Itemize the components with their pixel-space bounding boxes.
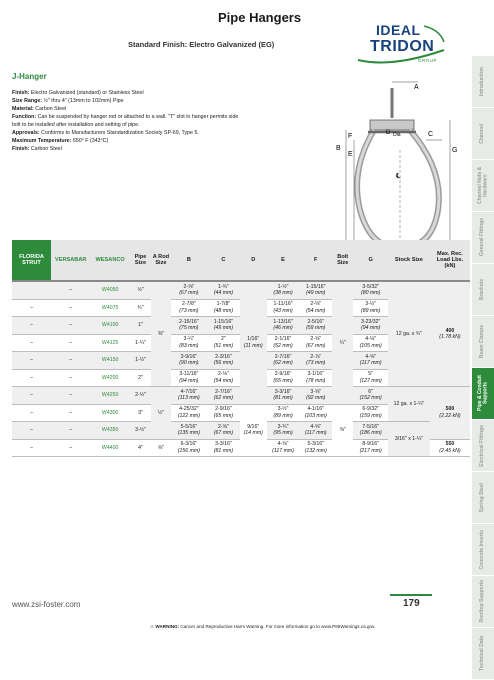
cell-g: 6"	[368, 388, 374, 395]
cell-wesanco: W4200	[101, 374, 119, 381]
col-pipe-size: Pipe Size	[130, 240, 151, 281]
cell-florida: –	[30, 304, 33, 311]
label-c: C	[428, 131, 434, 138]
cell-c-mm: (51 mm)	[213, 342, 234, 349]
side-tab-brackets[interactable]	[472, 264, 494, 316]
cell-e-mm: (62 mm)	[273, 360, 293, 367]
warning-icon: ⚠	[150, 624, 155, 629]
cell-c-mm: (81 mm)	[213, 447, 234, 454]
side-tab-channel-nuts-hardware[interactable]	[472, 160, 494, 212]
cell-pipe-size: ½"	[137, 287, 144, 293]
cell-wesanco: W4100	[101, 322, 119, 328]
cell-pipe-size: 4"	[138, 444, 143, 451]
side-tab-label: Concrete Inserts	[479, 529, 486, 570]
cell-c: 2-3/16"	[215, 353, 232, 360]
side-tab-label: Spring Steel	[479, 482, 486, 513]
spec-size-range: Size Range: ½" thru 4" (13mm to 102mm) Pipe	[12, 98, 124, 104]
cell-pipe-size: 2"	[138, 374, 143, 381]
table-row	[12, 281, 470, 299]
label-a: A	[414, 84, 419, 91]
cell-florida: –	[30, 374, 33, 381]
cell-b-mm: (75 mm)	[179, 325, 199, 332]
side-tab-general-fittings[interactable]	[472, 212, 494, 264]
cell-c: 2-⅝"	[218, 423, 229, 430]
cell-stock-size: 3/16" x 1-¼"	[394, 435, 424, 442]
cell-f-mm: (49 mm)	[306, 290, 326, 297]
cell-b-mm: (122 mm)	[177, 412, 200, 419]
col-e: E	[267, 240, 300, 281]
warning-label: WARNING:	[155, 624, 180, 629]
side-tab-electrical-fittings[interactable]	[472, 420, 494, 472]
label-d: D	[386, 130, 391, 136]
cell-f: 2-⅛"	[310, 301, 322, 308]
cell-g-mm: (127 mm)	[359, 377, 382, 384]
cell-florida: –	[30, 322, 33, 328]
hanger-top-bracket	[370, 120, 414, 130]
cell-f: 4-1/16"	[307, 406, 324, 413]
cell-versabar: –	[69, 357, 73, 363]
cell-b-mm: (73 mm)	[179, 307, 199, 314]
cell-b: 4-7/16"	[180, 388, 198, 395]
page-number: 179	[403, 598, 420, 609]
cell-e-mm: (81 mm)	[273, 395, 293, 402]
cell-g: 3-½"	[365, 301, 377, 308]
side-tab-label: Beam Clamps	[479, 324, 486, 359]
cell-g-mm: (117 mm)	[359, 360, 382, 367]
side-tab-introduction[interactable]	[472, 56, 494, 108]
col-max-load: Max. Rec. Load Lbs. (kN)	[430, 240, 470, 281]
cell-b: 3-¼"	[183, 336, 195, 343]
cell-b: 2-7/8"	[182, 301, 196, 308]
cell-b-mm: (67 mm)	[179, 290, 199, 297]
cell-rod-size: ⅝"	[157, 444, 165, 451]
cell-e: 2-1/16"	[274, 336, 292, 343]
cell-versabar: –	[69, 339, 73, 346]
col-bolt-size: Bolt Size	[332, 240, 353, 281]
cell-e: 1-11/16"	[273, 301, 293, 308]
cell-b-mm: (113 mm)	[177, 395, 200, 402]
side-tab-label: Channel Nuts & Hardware	[476, 166, 488, 205]
cell-d-mm: (14 mm)	[243, 430, 263, 437]
cell-rod-size: ⅜"	[157, 330, 165, 337]
cell-c-mm: (49 mm)	[213, 325, 234, 332]
cell-g-mm: (80 mm)	[361, 290, 381, 297]
col-f: F	[299, 240, 332, 281]
cell-max-load-kn: (2.22 kN)	[439, 412, 461, 419]
label-g: G	[452, 147, 458, 154]
col-wesanco: WESANCO	[90, 240, 129, 281]
cell-c: 1-¾"	[218, 283, 229, 290]
col-rod-size: A Rod Size	[151, 240, 170, 281]
cell-pipe-size: 1-½"	[135, 357, 146, 363]
cell-versabar: –	[69, 287, 73, 293]
cell-f: 2-⅝"	[310, 336, 322, 343]
cell-e: 3-¾"	[277, 423, 289, 430]
cell-b-mm: (90 mm)	[179, 360, 199, 367]
cell-g-mm: (159 mm)	[359, 412, 382, 419]
table-body	[12, 281, 470, 457]
side-tab-technical-data[interactable]	[472, 628, 494, 680]
spec-finish: Finish: Electro Galvanized (standard) or Stainless Steel	[12, 90, 144, 96]
spec-material: Material: Carbon Steel	[12, 106, 67, 112]
cell-g: 3-5/32"	[362, 283, 379, 290]
cell-versabar: –	[69, 427, 73, 433]
cell-f-mm: (132 mm)	[304, 447, 327, 454]
cell-e-mm: (43 mm)	[273, 307, 293, 314]
cell-wesanco: W4150	[101, 357, 119, 363]
cell-e-mm: (52 mm)	[273, 342, 293, 349]
finish-subtitle: Standard Finish: Electro Galvanized (EG)	[128, 40, 275, 49]
page-number-bar	[390, 594, 432, 596]
cell-g-mm: (89 mm)	[361, 307, 381, 314]
cell-max-load-kn: (1.78 kN)	[439, 334, 461, 340]
cell-e: 3-3/16"	[274, 388, 292, 395]
cell-f-mm: (103 mm)	[304, 412, 327, 419]
cell-b: 2-15/16"	[179, 318, 199, 325]
cell-b: 4-25/32"	[179, 406, 199, 413]
warning-text: Cancer and Reproductive Harm Warning. For more information go to www.P65Warnings.ca.gov.	[180, 624, 376, 629]
side-tab-label: Pipe & Conduit Supports	[476, 375, 488, 412]
cell-pipe-size: ¾"	[137, 304, 144, 311]
cell-e: 1-13/16"	[273, 318, 293, 325]
cell-g: 7-5/16"	[362, 423, 379, 430]
cell-versabar: –	[69, 304, 73, 311]
cell-b: 3-9/16"	[180, 353, 198, 360]
col-d: D	[240, 240, 267, 281]
spec-approvals: Approvals: Conforms to Manufacturers Standardization Society SP-69, Type 5.	[12, 130, 199, 136]
logo-text-tridon: TRIDON	[370, 38, 435, 55]
col-g: G	[353, 240, 388, 281]
cell-f: 4-⅝"	[310, 423, 322, 430]
cell-e: 1-½"	[277, 283, 289, 290]
j-hanger-drawing	[310, 80, 465, 255]
spec-finish-2: Finish: Carbon Steel	[12, 146, 62, 152]
cell-pipe-size: 2-½"	[135, 392, 146, 398]
page-title: Pipe Hangers	[218, 10, 302, 25]
side-tab-label: General Fittings	[479, 218, 486, 257]
cell-rod-size: ½"	[157, 409, 165, 416]
cell-florida: –	[30, 392, 33, 398]
col-stock-size: Stock Size	[388, 240, 430, 281]
cell-g: 4-⅝"	[365, 353, 377, 360]
cell-d-mm: (11 mm)	[243, 342, 263, 349]
side-tab-label: Channel	[479, 123, 486, 144]
side-tab-rooftop-supports[interactable]	[472, 576, 494, 628]
cell-versabar: –	[69, 392, 73, 398]
spec-max-temp: Maximum Temperature: 650° F (343°C)	[12, 138, 109, 144]
cell-versabar: –	[69, 322, 73, 328]
cell-b: 5-5/16"	[180, 423, 198, 430]
cell-f: 3-⅝"	[310, 388, 322, 395]
label-b: B	[336, 145, 341, 152]
cell-pipe-size: 1"	[138, 322, 143, 328]
cell-stock-size: 12 ga. x ¾"	[395, 330, 422, 337]
spec-function: Function: Can be suspended by hanger rod or attached to a wall. "T" slot in hanger permits side bolt to be installed after installation and setting of pipe.	[12, 114, 239, 128]
cell-max-load: 500	[445, 406, 455, 413]
cell-d: 9/16"	[247, 423, 260, 430]
cell-bolt-size: ⅜"	[339, 427, 346, 433]
table-header-row	[12, 240, 470, 281]
cell-versabar: –	[69, 444, 73, 451]
cell-f-mm: (54 mm)	[306, 307, 326, 314]
cell-e: 2-9/16"	[274, 371, 292, 378]
cell-wesanco: W4300	[101, 409, 119, 416]
cell-e-mm: (89 mm)	[273, 412, 293, 419]
side-tab-concrete-inserts[interactable]	[472, 524, 494, 576]
cell-b: 2-⅝"	[183, 283, 195, 290]
cell-f: 2-⅞"	[310, 353, 322, 360]
side-tab-label: Technical Data	[479, 636, 486, 671]
logo-text-group: GROUP	[418, 58, 438, 63]
cell-g-mm: (94 mm)	[361, 325, 381, 332]
website-link[interactable]: www.zsi-foster.com	[12, 600, 81, 609]
cell-florida: –	[30, 409, 33, 416]
side-tab-pipe-conduit-supports[interactable]	[472, 368, 494, 420]
side-tab-channel[interactable]	[472, 108, 494, 160]
cell-c: 1-7/8"	[216, 301, 231, 308]
cell-b-mm: (94 mm)	[179, 377, 199, 384]
cell-d: 1/16"	[247, 336, 260, 343]
cell-b-mm: (83 mm)	[179, 342, 199, 349]
cell-florida: –	[30, 357, 33, 363]
cell-b-mm: (156 mm)	[177, 447, 200, 454]
col-b: B	[171, 240, 207, 281]
label-dia: Dia	[393, 132, 401, 138]
cell-max-load: 550	[445, 441, 455, 448]
cell-c: 3-3/16"	[215, 441, 232, 448]
cell-pipe-size: 3"	[138, 409, 143, 416]
cell-florida: –	[30, 427, 33, 433]
col-versabar: VERSABAR	[51, 240, 91, 281]
cell-pipe-size: 3-½"	[135, 427, 146, 433]
cell-g: 4-⅛"	[365, 336, 377, 343]
cell-c-mm: (62 mm)	[213, 395, 234, 402]
label-centerline: ℄	[396, 173, 401, 180]
cell-f: 2-5/16"	[307, 318, 324, 325]
cell-f-mm: (59 mm)	[306, 325, 326, 332]
cell-g-mm: (217 mm)	[359, 447, 382, 454]
cell-c: 2-7/16"	[215, 388, 232, 395]
cell-versabar: –	[69, 374, 73, 381]
cell-wesanco: W4350	[101, 427, 119, 433]
side-tab-beam-clamps[interactable]	[472, 316, 494, 368]
cell-g-mm: (105 mm)	[359, 342, 382, 349]
cell-e-mm: (65 mm)	[273, 377, 293, 384]
cell-c-mm: (44 mm)	[213, 290, 234, 297]
cell-c-mm: (48 mm)	[213, 307, 234, 314]
side-tab-spring-steel[interactable]	[472, 472, 494, 524]
cell-bolt-size: ¼"	[339, 339, 346, 346]
cell-c: 2-9/16"	[215, 406, 232, 413]
cell-f: 3-1/16"	[307, 371, 324, 378]
cell-max-load: 400	[445, 327, 455, 334]
cell-b: 6-3/16"	[180, 441, 198, 448]
cell-g: 5"	[368, 371, 374, 378]
cell-f-mm: (67 mm)	[306, 342, 326, 349]
cell-e-mm: (46 mm)	[273, 325, 293, 332]
logo-text-ideal: IDEAL	[376, 22, 421, 38]
company-logo	[352, 20, 450, 70]
cell-c-mm: (67 mm)	[213, 430, 234, 437]
cell-pipe-size: 1-¼"	[135, 339, 146, 346]
cell-g: 8-9/16"	[362, 441, 379, 448]
col-florida-strut: FLORIDA STRUT	[12, 240, 51, 281]
cell-e: 2-7/16"	[274, 353, 292, 360]
cell-stock-size: 12 ga. x 1-¼"	[393, 400, 425, 407]
cell-c-mm: (65 mm)	[213, 412, 234, 419]
cell-f-mm: (117 mm)	[304, 430, 327, 437]
cell-f-mm: (78 mm)	[306, 377, 326, 384]
cell-b-mm: (135 mm)	[177, 430, 200, 437]
cell-wesanco: W4400	[101, 444, 119, 451]
cell-g: 6-9/32"	[362, 406, 379, 413]
cell-florida: –	[30, 339, 33, 346]
cell-f: 5-3/16"	[307, 441, 324, 448]
cell-e-mm: (117 mm)	[272, 447, 294, 454]
side-tab-label: Rooftop Supports	[479, 580, 486, 623]
hanger-loop-highlight	[357, 130, 439, 248]
cell-c: 1-15/16"	[213, 318, 234, 325]
cell-versabar: –	[69, 409, 73, 416]
cell-g: 3-23/32"	[360, 318, 381, 325]
cell-c: 2"	[221, 336, 226, 343]
product-specs	[12, 89, 242, 153]
cell-f-mm: (92 mm)	[306, 395, 326, 402]
spec-table	[12, 240, 470, 457]
label-e: E	[348, 151, 353, 158]
side-tab-label: Brackets	[479, 278, 486, 301]
cell-wesanco: W4250	[101, 392, 119, 398]
label-f: F	[348, 133, 353, 140]
col-c: C	[207, 240, 240, 281]
cell-c: 2-⅛"	[218, 371, 229, 378]
cell-e: 3-½"	[277, 406, 289, 413]
cell-e-mm: (95 mm)	[273, 430, 293, 437]
cell-wesanco: W4125	[101, 339, 119, 346]
side-tab-label: Introduction	[479, 66, 486, 97]
cell-e: 4-⅝"	[277, 441, 289, 448]
cell-g-mm: (186 mm)	[359, 430, 382, 437]
cell-max-load-kn: (2.45 kN)	[439, 447, 461, 454]
product-heading: J-Hanger	[12, 72, 47, 81]
cell-f: 1-15/16"	[306, 283, 326, 290]
cell-wesanco: W4050	[101, 287, 119, 293]
cell-wesanco: W4075	[101, 304, 119, 311]
cell-e-mm: (38 mm)	[273, 290, 293, 297]
cell-c-mm: (54 mm)	[213, 377, 234, 384]
cell-g-mm: (152 mm)	[359, 395, 382, 402]
side-tab-label: Electrical Fittings	[479, 424, 486, 467]
cell-b: 3-11/16"	[179, 371, 199, 378]
cell-florida: –	[30, 444, 33, 451]
prop65-warning	[150, 624, 375, 630]
cell-c-mm: (56 mm)	[213, 360, 234, 367]
cell-f-mm: (73 mm)	[306, 360, 326, 367]
